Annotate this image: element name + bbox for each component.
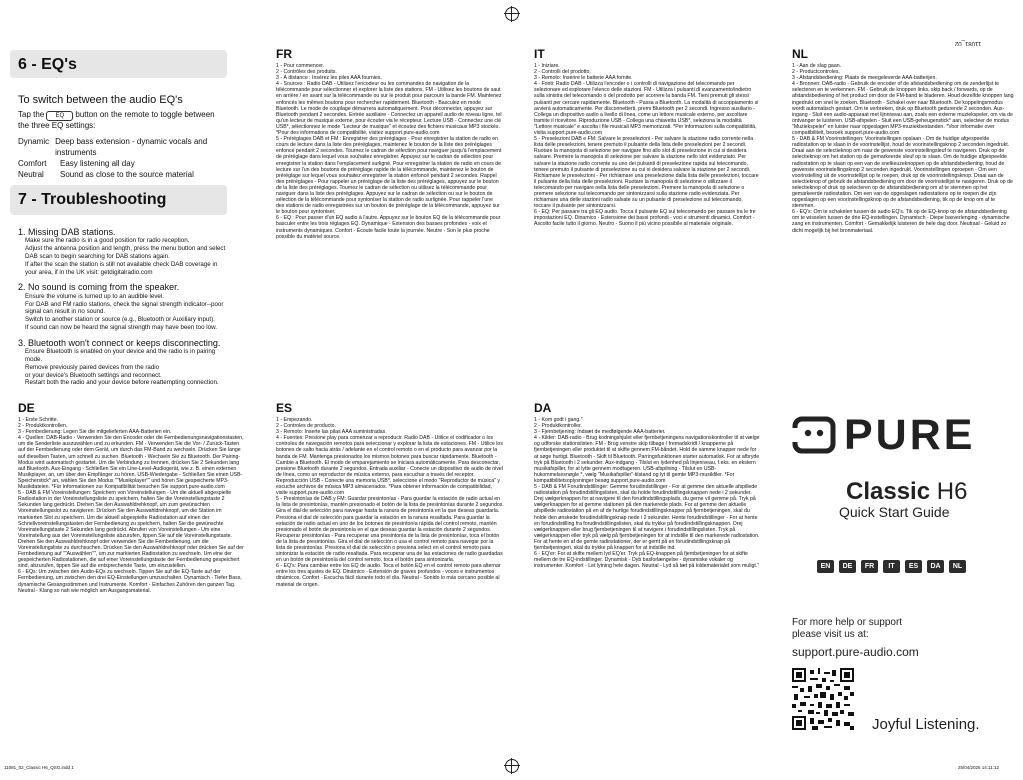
body-text-it: 1 - Iniziare. 2 - Controlli del prodotto. 3 - Remoto: Inserire le batterie AAA fornite. 4 - Fonti: Radio DAB - Utilizza l'encoder o i controlli di navigazione del telecomando per selezionare ed esplorare l'elenco delle stazioni. FM - Utilizza i pulsanti di avanzamento/indietro sulla sinistra del telecomando o del prodotto per scorrere la banda FM. Tieni premuti gli stessi pulsanti per cercare rapidamente. Bluetooth - Passa a Bluetooth. La modalità di accoppiamento si avvierà automaticamente. Per disconnetterti, premi Bluetooth per 2 secondi. Ingresso ausiliario - Collega un dispositivo audio a livello di linea, come un lettore musicale esterno, per ascoltare tramite il ricevitore. Riproduzione USB - Collega una chiavetta USB*, seleziona la modalità "Lettore musicale" e ascolta i file musicali MP3 memorizzati. *Per informazioni sulla compatibilità, visita support.pure-audio.com 5 - Preselezioni DAB e FM: Salvare le preselezioni - Per salvare la stazione radio corrente nella lista delle preselezioni, tenere premuto il pulsante della lista delle preselezioni per 2 secondi. Ruotare la manopola di selezione per navigare fino allo slot di preselezione in cui si desidera salvare. Premere la manopola di selezione per salvare la stazione nello slot evidenziato. Per salvare la stazione radio corrente su uno dei pulsanti di preselezione rapida sul telecomando, tenere premuto il pulsante di preselezione su cui si desidera salvare la stazione per 2 secondi. Richiamare le preselezioni - Per richiamare una preselezione dalla lista delle preselezioni, toccare il pulsante della lista delle preselezioni. Ruotare la manopola di selezione o utilizzare il telecomando per navigare nella lista delle preselezioni. Premere la manopola di selezione o premere selezione sul telecomando per sintonizzarsi sulla stazione radio evidenziata. Per richiamare una delle stazioni radio salvate su un pulsante di preselezione sul telecomando, toccare il pulsante per sintonizzarsi. 6 - EQ: Per passare tra gli EQ audio. Tocca il pulsante EQ sul telecomando per passare tra le tre impostazioni EQ. Dinamico - Estensione dei bassi profondi - voci e strumenti dinamici. Comfort - Ascolto facile tutto il giorno. Neutro - Suono il più vicino possibile al materiale originale. [534,63,759,228]
qr-code [792,668,854,730]
column-es [276,401,504,588]
column-it [534,47,760,228]
language-badge: FR [861,560,878,573]
eq-mode: Comfort Easy listening all day [18,159,135,168]
footer-file: 11081_02_Classic H6_QSG.indd 1 [4,765,74,770]
guide-title: Quick Start Guide [839,504,950,520]
pure-logo [792,412,975,458]
footer-date: 25/04/2025 14:11:12 [958,765,999,770]
language-label-es: ES [276,401,293,415]
tagline: Joyful Listening. [872,716,980,733]
eq-button-graphic: EQ [46,111,73,121]
body-text-es: 1 - Empezando. 2 - Controles de producto. 3 - Remoto: Inserte las pilas AAA suministradas. 4 - Fuentes: Presione play para comenzar a reproducir. Radio DAB - Utilice el codificador o los controles de navegación remotos para seleccionar y explorar la lista de estaciones. FM - Utilice los botones de salto hacia atrás / adelante en el control remoto o en el producto para avanzar por la banda de FM. Mantenga presionados los mismos botones para buscar rápidamente. Bluetooth - Cambie a Bluetooth. El modo de emparejamiento se iniciará automáticamente. Para desconectar, presione Bluetooth durante 2 segundos. Entrada auxiliar - Conecte un dispositivo de audio de nivel de línea, como un reproductor de música externo, para escuchar a través del receptor. Reproducción USB - Conecte una memoria USB*, seleccione el modo "Reproductor de música" y escuche archivos de música MP3 almacenados. *Para obtener información de compatibilidad, visite support.pure-audio.com 5 - Presintonías de DAB y FM: Guardar presintonías - Para guardar la estación de radio actual en la lista de presintonías, mantén presionado el botón de la lista de presintonías durante 2 segundos. Gira el dial de selección para navegar hasta la ranura de presintonía en la que deseas guardarla. Presiona el dial de selección para guardar la estación en la ranura resaltada. Para guardar la estación de radio actual en uno de los botones de presintonía rápida del control remoto, mantén presionado el botón de presintonía en el que deseas guardar la estación durante 2 segundos. Recuperar presintonías - Para recuperar una presintonía de la lista de presintonías, toca el botón de la lista de presintonías. Gira el dial de selección o usa el control remoto para navegar por la lista de presintonías. Presiona el dial de selección o presiona select en el control remoto para sintonizar la estación de radio resaltada. Para recuperar una de las estaciones de radio guardadas en un botón de presintonía del control remoto, toca el botón para sintonizarla. 6 - EQ's: Para cambiar entre los EQ de audio. Toca el botón EQ en el control remoto para alternar entre los tres ajustes de EQ. Dinámico - Extensión de graves profundos - voces e instrumentos dinámicos. Confort - Escucha fácil durante todo el día. Neutral - Sonido lo más cercano posible al material de origen. [276,417,504,588]
pure-logo-icon [792,416,836,454]
language-label-fr: FR [276,47,292,61]
eq-subtitle: To switch between the audio EQ's [18,94,183,106]
body-text-fr: 1 - Pour commencer. 2 - Contrôles des produits. 3 - À distance : Insérez les piles AAA fournies. 4 - Sources : Radio DAB - Utilisez l'encodeur ou les commandes de navigation de la télécommande pour sélectionner et explorer la liste des stations. FM - Utilisez les boutons de saut en arrière / en avant sur la télécommande ou sur le produit pour parcourir la bande FM. Maintenez enfoncés les mêmes boutons pour rechercher rapidement. Bluetooth - Basculez en mode Bluetooth. Le mode de couplage démarrera automatiquement. Pour déconnecter, appuyez sur Bluetooth pendant 2 secondes. Entrée auxiliaire - Connectez un appareil audio de niveau ligne, tel qu'un lecteur de musique externe, pour écouter via le récepteur. Lecture USB - Connectez une clé USB*, sélectionnez le mode "Lecteur de musique" et écoutez des fichiers musicaux MP3 stockés. *Pour des informations de compatibilité, visitez support.pure-audio.com 5 - Préréglages DAB et FM : Enregistrer des préréglages - Pour enregistrer la station de radio en cours de lecture dans la liste des préréglages, maintenez le bouton de la liste des préréglages enfoncé pendant 2 secondes. Tournez le cadran de sélection pour naviguer jusqu'à l'emplacement de préréglage dans lequel vous souhaitez enregistrer. Appuyez sur le cadran de sélection pour enregistrer la station dans l'emplacement surligné. Pour enregistrer la station de radio en cours de lecture sur l'un des boutons de préréglage rapide de la télécommande, maintenez le bouton de préréglage sur lequel vous souhaitez enregistrer la station enfoncé pendant 2 secondes. Rappel des préréglages - Pour rappeler un préréglage de la liste des préréglages, appuyez sur le bouton de la liste des préréglages. Tournez le cadran de sélection ou utilisez la télécommande pour naviguer dans la liste des préréglages. Appuyez sur le cadran de sélection ou sur le bouton de sélection de la télécommande pour syntoniser la station de radio surlignée. Pour rappeler l'une des stations de radio enregistrées sur un bouton de préréglage de la télécommande, appuyez sur le bouton pour syntoniser. 6 - EQ : Pour passer d'un EQ audio à l'autre. Appuyez sur le bouton EQ de la télécommande pour basculer entre les trois réglages EQ. Dynamique - Extension des basses profondes - voix et instruments dynamiques. Confort - Écoute facile toute la journée. Neutre - Son le plus proche possible du matériel source. [276,63,502,240]
language-badge: IT [883,560,900,573]
eq-modes [18,136,228,180]
troubleshooting-heading: 7 - Troubleshooting [10,185,227,215]
product-title: Classic H6 [846,478,968,505]
language-badges [817,560,971,573]
eq-mode: Dynamic Deep bass extension - dynamic vocals and instruments [18,137,208,157]
trouble-item: 1. Missing DAB stations. Make sure the radio is in a good position for radio reception. Adjust the antenna position and length, press the menu button and select DAB scan to begin searching for DAB stations again. If after the scan the station is still not available check DAB coverage in your area, if in the UK visit: getdigitalradio.com [18,227,226,276]
qr-code-icon [792,668,854,730]
trouble-item: 3. Bluetooth won't connect or keeps disconnecting. Ensure Bluetooth is enabled on your device and the radio is in pairing mode. Remove previously paired devices from the radio or your device's Bluetooth settings and reconnect. Restart both the radio and your device before reattempting connection. [18,337,221,387]
eq-mode: Neutral Sound as close to the source material [18,170,194,179]
support-url[interactable]: support.pure-audio.com [792,645,919,659]
language-badge: DA [927,560,944,573]
eq-heading: 6 - EQ's [10,50,227,78]
eq-instructions: Tap the EQ button on the remote to toggle between the three EQ settings: [18,110,215,130]
language-badge: ES [905,560,922,573]
language-label-it: IT [534,47,545,61]
language-label-nl: NL [792,47,808,61]
language-badge: EN [817,560,834,573]
registration-mark-bottom [505,759,519,773]
trouble-item: 2. No sound is coming from the speaker. Ensure the volume is turned up to an audible level. For DAB and FM radio stations, check the signal strength indicator--poor signal can result in no sound. Switch to another station or source (e.g., Bluetooth or Auxiliary input). If sound can now be heard the signal strength may have been too low. [18,282,224,331]
language-label-da: DA [534,401,552,415]
registration-mark-top [505,7,519,21]
support-text: For more help or support please visit us at: [792,617,903,640]
column-de [18,401,246,594]
body-text-nl: 1 - Aan de slag gaan. 2 - Productcontroles. 3 - Afstandsbediening: Plaats de meegeleverde AAA-batterijen. 4 - Bronnen: DAB-radio - Gebruik de encoder of de afstandsbediening om de zenderlijst te selecteren en te verkennen. FM - Gebruik de knoppen links, skip back / forwards, op de afstandsbediening of het product om door de FM-band te bladeren. Houd dezelfde knoppen lang ingedrukt om snel te zoeken. Bluetooth - Schakel over naar Bluetooth. De koppelingsmodus wordt automatisch gestart. Om te verbreken, druk op Bluetooth gedurende 2 seconden. Aux-ingang - Sluit een audio-apparaat met lijnniveau aan, zoals een externe muziekspeler, om via de ontvanger te luisteren. USB-afspelen - Sluit een USB-geheugenstick* aan, selecteer de modus "Muziekspeler" en luister naar opgeslagen MP3-muziekbestanden. *Voor informatie over compatibiliteit, bezoek support.pure-audio.com 5 - DAB & FM Voorinstellingen: Voorinstellingen opslaan - Om de huidige afgespeelde radiostation op te slaan in de voorinstellijst, houd de voorinstellingsknop 2 seconden ingedrukt. Draai aan de selectieknop om naar de gewenste voorinstellingsleuf te navigeren. Druk op de selectieknop om het station op de gemarkeerde sleuf op te slaan. Om de huidige afgespeelde radiostation op te slaan op een van de snelkeuzeknoppen op de afstandsbediening, houd de gewenste voorinstellingsknop 2 seconden ingedrukt. Voorinstellingen oproepen - Om een voorinstelling uit de voorinstellijst op te roepen, druk op de voorinstellingsknop. Draai aan de selectieknop of gebruik de afstandsbediening om door de voorinstellijst te navigeren. Druk op de selectieknop of druk op selecteren op de afstandsbediening om af te stemmen op het gemarkeerde radiostation. Om een van de opgeslagen radiostations op te roepen die zijn opgeslagen op een voorinstellingsknop op de afstandsbediening, tik op de knop om af te stemmen. 6 - EQ's: Om te schakelen tussen de audio EQ's. Tik op de EQ-knop op de afstandsbediening om te wisselen tussen de drie EQ-instellingen. Dynamisch - Diepe basverlenging - dynamische zang en instrumenten. Comfort - Gemakkelijk luisteren de hele dag door. Neutraal - Geluid zo dicht mogelijk bij het bronmateriaal. [792,63,1014,234]
body-text-da: 1 - Kom godt i gang." 2 - Produktkontroller. 3 - Fjernbetjening: Indsæt de medfølgende AAA-batterier. 4 - Kilder: DAB-radio - Brug kodningshjulet eller fjernbetjeningens navigationskontroller til at vælge og udforske stationslisten. FM - Brug venstre skip tilbage / fremadskridt / knapperne på fjernbetjeningen eller produktet til at skifte gennem FM-båndet. Hold de samme knapper nede for at søge hurtigt. Bluetooth - Skift til Bluetooth. Parringsfunktionen starter automatisk. For at afbryde tryk på Bluetooth i 2 sekunder. Aux-indgang - Tilslut en lydenhed på linjeniveau, f.eks. en ekstern musikafspiller, for at lytte gennem modtageren. USB-afspilning - Tilslut en USB-hukommelsesnøgle *, vælg "Musikafspiller"-tilstand og lyt til gemte MP3-musikfiler. *For kompatibilitetsoplysninger besøg support.pure-audio.com 5 - DAB & FM Forudindstillinger: Gemme forudindstillinger - For at gemme den aktuelle afspillede radiostation på forudindstillingslisten, skal du holde forudindstillingsknappen nede i 2 sekunder. Drej vælgerknappen for at navigere til den forudindstillingsplads, du gerne vil gemme på. Tryk på vælgerknappen for at gemme stationen på den markerede plads. For at gemme den aktuelle afspillede radiostation på en af de hurtige forudindstillingsknapper på fjernbetjeningen, skal du holde den ønskede forudindstillingsknap nede i 2 sekunder. Hente forudindstillinger - For at hente en forudindstilling fra forudindstillingslisten, skal du trykke på forudindstillingsknappen. Drej vælgerknappen eller brug fjernbetjeningen til at navigere i forudindstillingslisten. Tryk på vælgerknappen eller tryk på vælg på fjernbetjeningen for at indstille til den markerede radiostation. For at hente en af de gemte radiostationer, der er gemt på en forudindstillingsknap på fjernbetjeningen, skal du trykke på knappen for at indstille ind. 6 - EQ'er: For at skifte mellem lyd EQ'er. Tryk på EQ-knappen på fjernbetjeningen for at skifte mellem de tre EQ-indstillinger. Dynamisk - Dyb basforlængelse - dynamiske vokaler og instrumenter. Komfort - Let lytning hele dagen. Neutral - Lyd så tæt på kildematerialet som muligt." [534,417,760,570]
column-nl [792,47,1014,234]
corner-code: 11081_02 [955,40,982,46]
logo-wordmark: PURE [844,411,976,459]
language-badge: DE [839,560,856,573]
troubleshooting-list [18,222,230,387]
body-text-de: 1 - Erste Schritte. 2 - Produktkontrollen. 3 - Fernbedienung: Legen Sie die mitgelieferten AAA-Batterien ein. 4 - Quellen: DAB-Radio - Verwenden Sie den Encoder oder die Fernbedienungsnavigationstasten, um die Senderliste auszuwählen und zu erkunden. FM - Verwenden Sie die Vor- / Zurück-Tasten auf der Fernbedienung oder dem Gerät, um durch das FM-Band zu wechseln. Drücken Sie lange auf dieselben Tasten, um schnell zu suchen. Bluetooth - Wechseln Sie zu Bluetooth. Der Pairing-Modus wird automatisch gestartet. Um die Verbindung zu trennen, drücken Sie 2 Sekunden lang auf Bluetooth. Aux-Eingang - Schließen Sie ein Line-Level-Audiogerät, wie z. B. einen externen Musikplayer, an, um über den Empfänger zu hören. USB-Wiedergabe - Schließen Sie einen USB-Speicherstick* an, wählen Sie den Modus ""Musikplayer"" und hören Sie gespeicherte MP3-Musikdateien. *Für Informationen zur Kompatibilität besuchen Sie support.pure-audio.com 5 - DAB & FM Voreinstellungen: Speichern von Voreinstellungen - Um die aktuell abgespielte Radiostation in der Voreinstellungsliste zu speichern, halten Sie die Voreinstellungstaste 2 Sekunden lang gedrückt. Drehen Sie den Auswahldrehknopf, um zum gewünschten Voreinstellungsslot zu navigieren. Drücken Sie den Auswahldrehknopf, um die Station im markierten Slot zu speichern. Um die aktuell abgespielte Radiostation auf einen der Schnellvoreinstellungstasten der Fernbedienung zu speichern, halten Sie die gewünschte Voreinstellungstaste 2 Sekunden lang gedrückt. Abrufen von Voreinstellungen - Um eine Voreinstellung aus der Voreinstellungsliste abzurufen, tippen Sie auf die Voreinstellungstaste. Drehen Sie den Auswahldrehknopf oder verwenden Sie die Fernbedienung, um die Voreinstellungsliste zu durchsuchen. Drücken Sie den Auswahldrehknopf oder drücken Sie auf der Fernbedienung auf ""Auswählen"", um zur markierten Radiostation zu wechseln. Um eine der gespeicherten Radiostationen, die auf einer Voreinstellungstaste der Fernbedienung gespeichert sind, abzurufen, tippen Sie auf die entsprechende Taste, um einzustellen. 6 - EQs: Um zwischen den Audio-EQs zu wechseln. Tippen Sie auf die EQ-Taste auf der Fernbedienung, um zwischen den drei EQ-Einstellungen umzuschalten. Dynamisch - Tiefer Bass, dynamische Gesangsstimmen und Instrumente. Komfort - Einfaches Zuhören den ganzen Tag. Neutral - Klang so nah wie möglich am Ausgangsmaterial. [18,417,244,594]
language-badge: NL [949,560,966,573]
language-label-de: DE [18,401,35,415]
column-da [534,401,760,569]
column-fr [276,47,502,240]
